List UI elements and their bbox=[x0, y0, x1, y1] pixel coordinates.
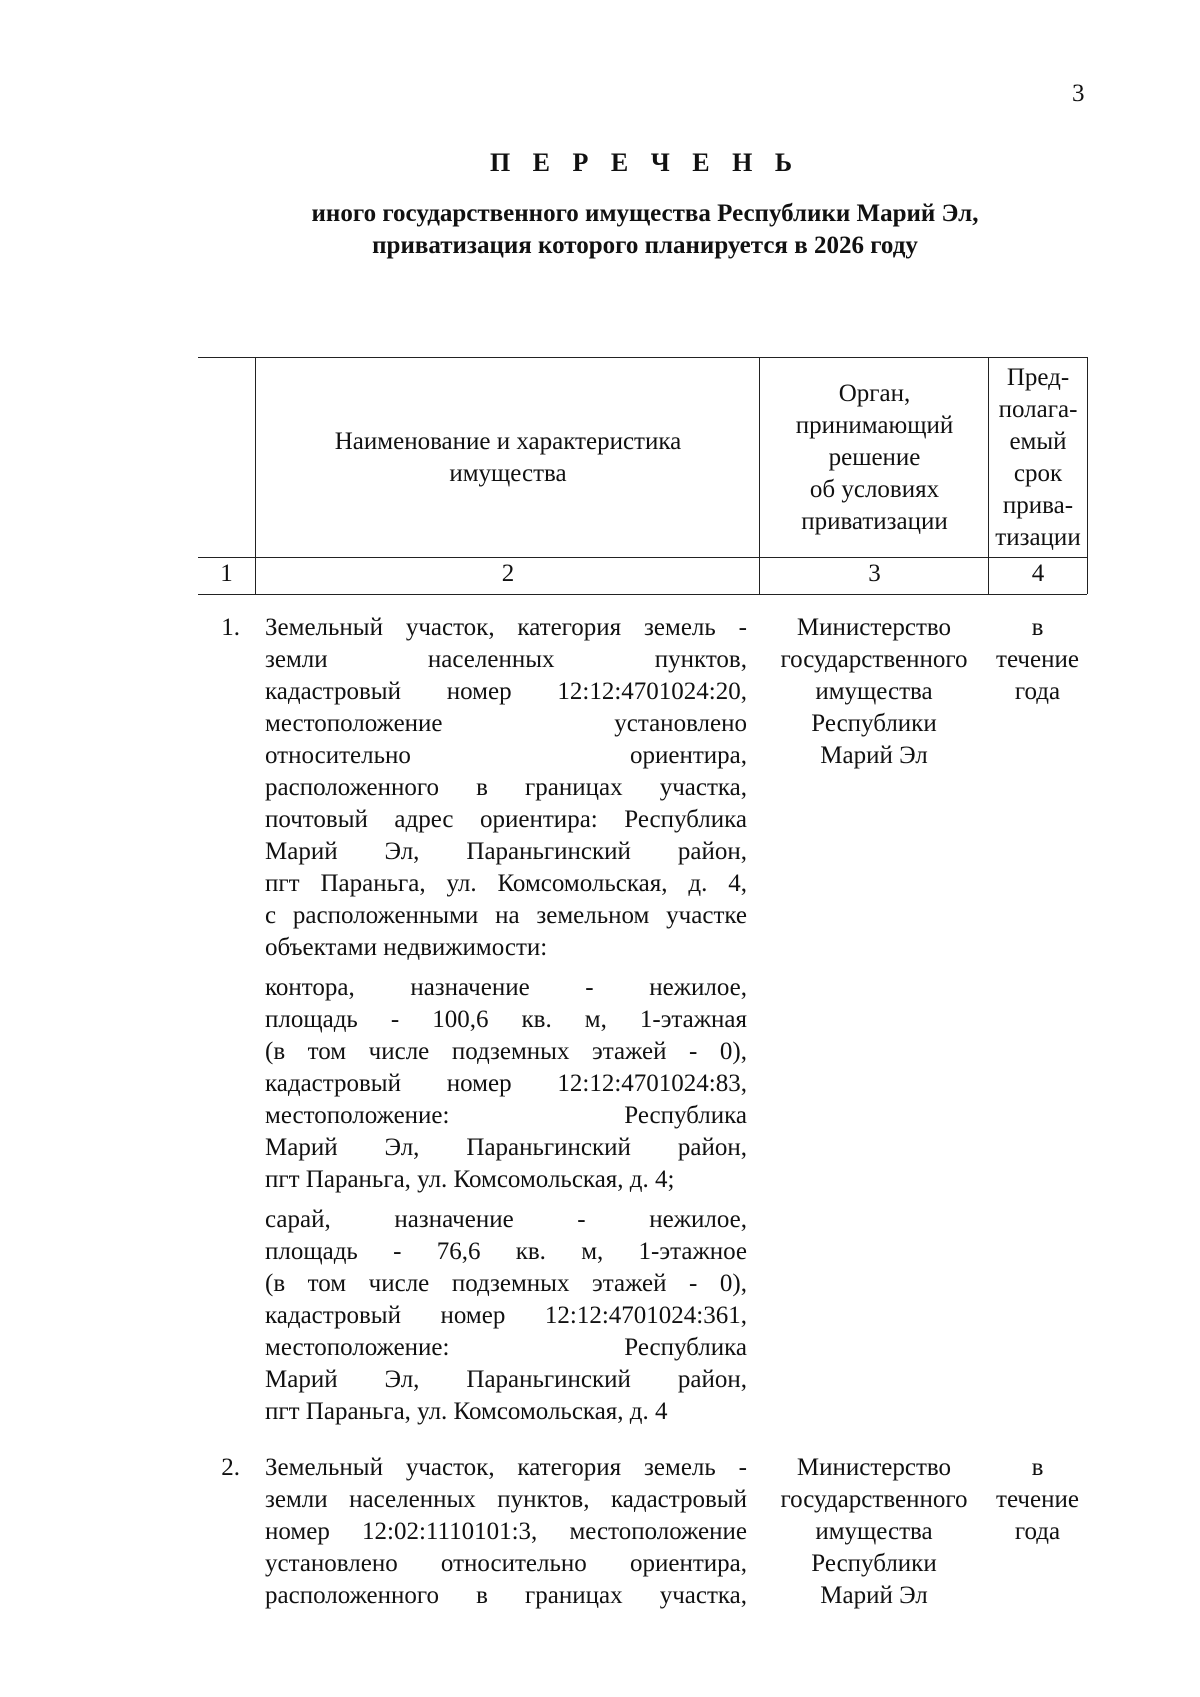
text-line: расположенного в границах участка, bbox=[265, 1582, 747, 1609]
text-line: государственного bbox=[780, 1486, 968, 1513]
text-line: государственного bbox=[780, 646, 968, 673]
row-term bbox=[990, 1452, 1085, 1548]
header-text: об условиях bbox=[809, 476, 940, 503]
text-line: расположенного в границах участка, bbox=[265, 774, 747, 801]
header-text: срок bbox=[1013, 460, 1063, 487]
row-number: 1. bbox=[221, 614, 240, 641]
text-line: почтовый адрес ориентира: Республика bbox=[265, 806, 747, 833]
text-line: года bbox=[1014, 1518, 1061, 1545]
text-line: Марий Эл, Параньгинский район, bbox=[265, 1134, 747, 1161]
text-line: площадь - 100,6 кв. м, 1-этажная bbox=[265, 1006, 747, 1033]
text-line: пгт Параньга, ул. Комсомольская, д. 4; bbox=[265, 1166, 675, 1193]
row-description bbox=[265, 1452, 747, 1612]
text-line: года bbox=[1014, 678, 1061, 705]
description-paragraph bbox=[265, 612, 747, 964]
subtitle-line: иного государственного имущества Республики Марий Эл, bbox=[311, 200, 979, 227]
document-title: П Е Р Е Ч Е Н Ь bbox=[489, 148, 801, 177]
text-line: имущества bbox=[815, 678, 933, 705]
text-line: имущества bbox=[815, 1518, 933, 1545]
column-number: 2 bbox=[501, 560, 515, 587]
text-line: в bbox=[1031, 1454, 1044, 1481]
text-line: с расположенными на земельном участке bbox=[265, 902, 747, 929]
header-text: Пред- bbox=[1006, 364, 1070, 391]
text-line: Марий Эл, Параньгинский район, bbox=[265, 1366, 747, 1393]
column-number: 1 bbox=[220, 560, 233, 587]
text-line: в bbox=[1031, 614, 1044, 641]
header-text: тизации bbox=[995, 524, 1081, 551]
column-number: 3 bbox=[868, 560, 881, 587]
row-authority bbox=[760, 1452, 988, 1612]
text-line: Марий Эл, Параньгинский район, bbox=[265, 838, 747, 865]
description-paragraph bbox=[265, 1204, 747, 1428]
header-text: имущества bbox=[449, 460, 567, 487]
text-line: Министерство bbox=[796, 614, 952, 641]
text-line: объектами недвижимости: bbox=[265, 934, 548, 961]
subtitle-line: приватизация которого планируется в 2026 году bbox=[372, 232, 918, 259]
text-line: (в том числе подземных этажей - 0), bbox=[265, 1270, 747, 1297]
column-divider bbox=[759, 357, 760, 594]
text-line: местоположение установлено bbox=[265, 710, 747, 737]
column-divider bbox=[1087, 357, 1088, 594]
document-subtitle bbox=[0, 198, 1200, 262]
row-description bbox=[265, 612, 747, 1436]
text-line: Министерство bbox=[796, 1454, 952, 1481]
text-line: сарай, назначение - нежилое, bbox=[265, 1206, 747, 1233]
text-line: кадастровый номер 12:12:4701024:20, bbox=[265, 678, 747, 705]
text-line: течение bbox=[996, 646, 1079, 673]
header-text: емый bbox=[1009, 428, 1067, 455]
header-text: Наименование и характеристика bbox=[334, 428, 682, 455]
header-text: прива- bbox=[1002, 492, 1074, 519]
header-text: решение bbox=[828, 444, 921, 471]
header-text: приватизации bbox=[801, 508, 948, 535]
text-line: Земельный участок, категория земель - bbox=[265, 614, 747, 641]
text-line: кадастровый номер 12:12:4701024:83, bbox=[265, 1070, 747, 1097]
text-line: Марий Эл bbox=[820, 1582, 928, 1609]
header-col-3 bbox=[761, 378, 988, 538]
text-line: пгт Параньга, ул. Комсомольская, д. 4 bbox=[265, 1398, 668, 1425]
text-line: течение bbox=[996, 1486, 1079, 1513]
text-line: контора, назначение - нежилое, bbox=[265, 974, 747, 1001]
text-line: установлено относительно ориентира, bbox=[265, 1550, 747, 1577]
text-line: кадастровый номер 12:12:4701024:361, bbox=[265, 1302, 747, 1329]
row-authority bbox=[760, 612, 988, 772]
text-line: пгт Параньга, ул. Комсомольская, д. 4, bbox=[265, 870, 747, 897]
text-line: земли населенных пунктов, bbox=[265, 646, 747, 673]
header-text: принимающий bbox=[795, 412, 954, 439]
column-number: 4 bbox=[1031, 560, 1045, 587]
row-term bbox=[990, 612, 1085, 708]
text-line: относительно ориентира, bbox=[265, 742, 747, 769]
page-number: 3 bbox=[1072, 80, 1085, 107]
text-line: Земельный участок, категория земель - bbox=[265, 1454, 747, 1481]
text-line: земли населенных пунктов, кадастровый bbox=[265, 1486, 747, 1513]
row-number: 2. bbox=[221, 1454, 240, 1481]
header-col-2 bbox=[257, 426, 759, 490]
description-paragraph bbox=[265, 972, 747, 1196]
text-line: Республики bbox=[811, 710, 937, 737]
text-line: Марий Эл bbox=[820, 742, 928, 769]
header-text: полага- bbox=[998, 396, 1078, 423]
text-line: местоположение: Республика bbox=[265, 1102, 747, 1129]
text-line: номер 12:02:1110101:3, местоположение bbox=[265, 1518, 747, 1545]
text-line: (в том числе подземных этажей - 0), bbox=[265, 1038, 747, 1065]
text-line: Республики bbox=[811, 1550, 937, 1577]
column-divider bbox=[255, 357, 256, 594]
header-col-4 bbox=[989, 362, 1087, 554]
text-line: площадь - 76,6 кв. м, 1-этажное bbox=[265, 1238, 747, 1265]
text-line: местоположение: Республика bbox=[265, 1334, 747, 1361]
header-text: Орган, bbox=[838, 380, 911, 407]
